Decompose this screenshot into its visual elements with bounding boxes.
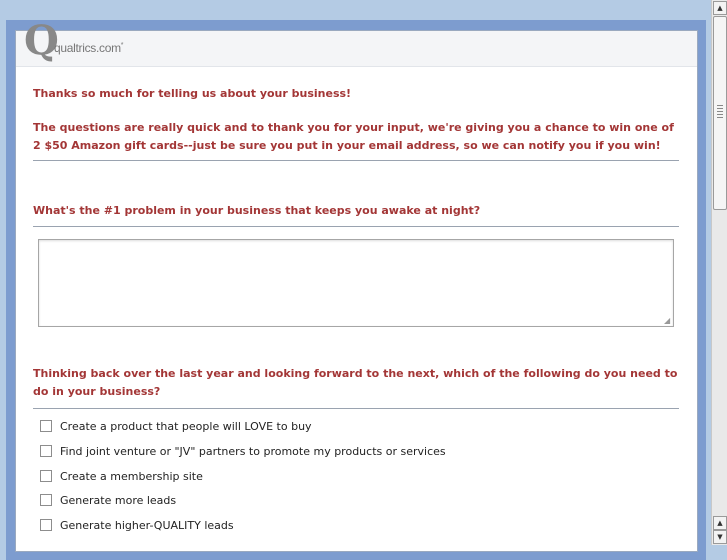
checkbox[interactable] [40,445,52,457]
survey-card [15,17,698,552]
option-label: Create a membership site [60,469,203,483]
checkbox[interactable] [40,494,52,506]
option-label: Generate more leads [60,493,177,507]
option-label: Create a product that people will LOVE to buy [60,419,312,433]
divider [33,408,679,409]
intro-details: The questions are really quick and to thank you for your input, we're giving you a chance to win one of 2 $50 Amazon gift cards--just be sure you put in your email address, so we can notify you if you win! [33,121,674,152]
checkbox[interactable] [40,420,52,432]
option-row[interactable] [40,492,176,508]
divider [33,226,679,227]
option-label: Generate higher-QUALITY leads [60,518,234,532]
checkbox[interactable] [40,519,52,531]
qualtrics-logo-mark: Q [24,17,59,64]
grip-icon [717,105,723,119]
question-1-text: What's the #1 problem in your business that keeps you awake at night? [33,204,481,217]
divider [33,160,679,161]
resize-grip-icon[interactable]: ◢ [664,316,671,325]
intro-thanks: Thanks so much for telling us about your business! [33,87,352,100]
option-label: Find joint venture or "JV" partners to promote my products or services [60,444,446,458]
scroll-down-icon[interactable]: ▼ [713,530,727,544]
option-row[interactable] [40,517,234,533]
question-1-textarea[interactable] [38,239,674,327]
scroll-up-icon[interactable]: ▲ [713,1,727,15]
scroll-up-icon[interactable]: ▲ [713,516,727,530]
qualtrics-logo-text: qualtrics.com* [54,41,124,55]
option-row[interactable] [40,418,312,434]
option-row[interactable] [40,468,203,484]
logo-bar [16,17,697,67]
checkbox[interactable] [40,470,52,482]
vertical-scrollbar[interactable] [711,0,727,545]
question-2-text: Thinking back over the last year and looking forward to the next, which of the following do you need to do in your business? [33,367,678,398]
option-row[interactable] [40,443,446,459]
scrollbar-thumb[interactable] [713,16,727,210]
